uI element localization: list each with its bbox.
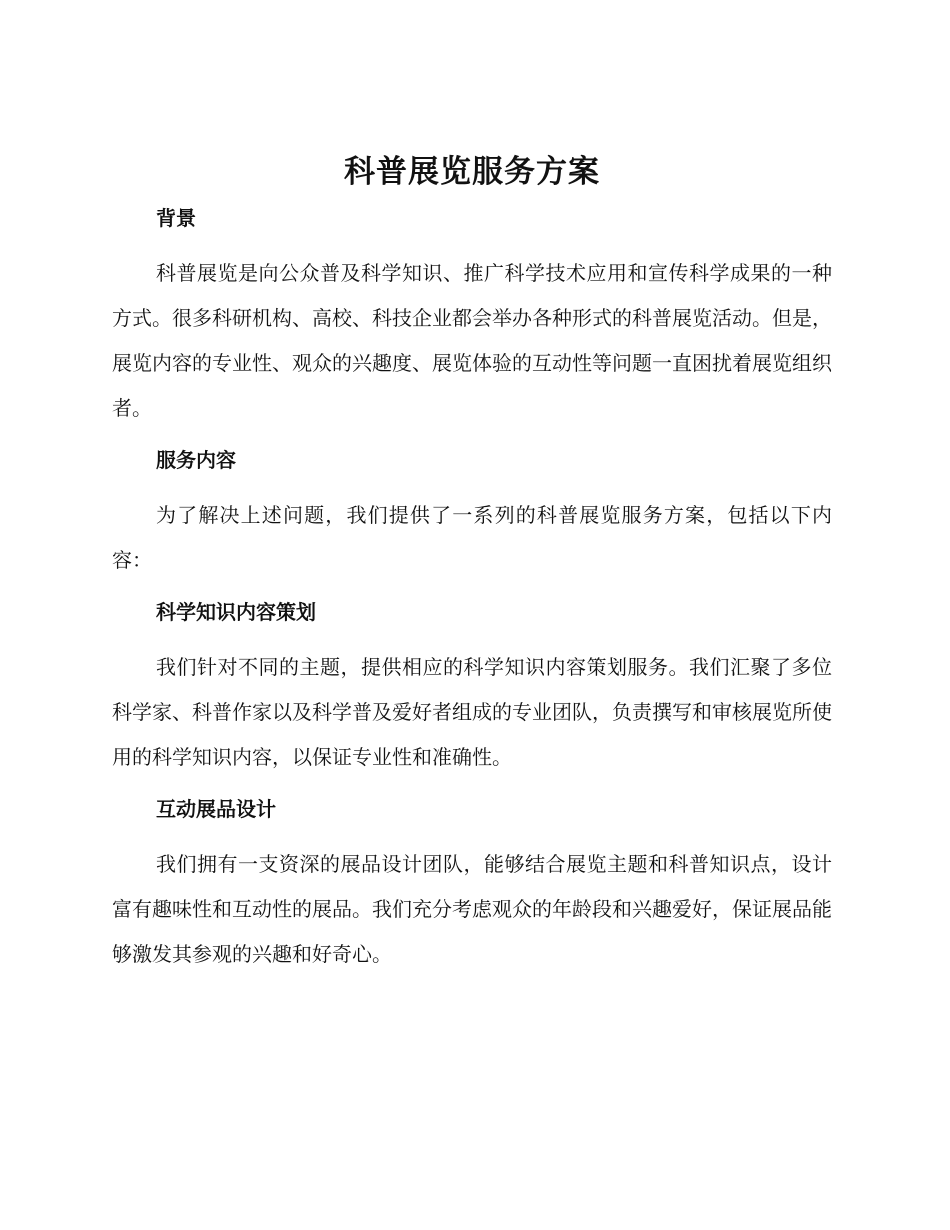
paragraph-services: 为了解决上述问题，我们提供了一系列的科普展览服务方案，包括以下内容： xyxy=(112,503,832,572)
paragraph-content-planning: 我们针对不同的主题，提供相应的科学知识内容策划服务。我们汇聚了多位科学家、科普作家以及科学普及爱好者组成的专业团队，负责撰写和审核展览所使用的科学知识内容，以保证专业性和准确性。 xyxy=(112,655,832,769)
paragraph-background: 科普展览是向公众普及科学知识、推广科学技术应用和宣传科学成果的一种方式。很多科研机构、高校、科技企业都会举办各种形式的科普展览活动。但是，展览内容的专业性、观众的兴趣度、展览体验的互动性等问题一直困扰着展览组织者。 xyxy=(112,261,832,420)
section-heading-exhibit-design: 互动展品设计 xyxy=(156,797,276,821)
document-page xyxy=(112,150,832,977)
section-heading-services: 服务内容 xyxy=(156,448,236,472)
document-title: 科普展览服务方案 xyxy=(344,154,600,190)
paragraph-exhibit-design: 我们拥有一支资深的展品设计团队，能够结合展览主题和科普知识点，设计富有趣味性和互动性的展品。我们充分考虑观众的年龄段和兴趣爱好，保证展品能够激发其参观的兴趣和好奇心。 xyxy=(112,852,832,966)
section-heading-content-planning: 科学知识内容策划 xyxy=(156,600,316,624)
section-heading-background: 背景 xyxy=(156,206,196,230)
